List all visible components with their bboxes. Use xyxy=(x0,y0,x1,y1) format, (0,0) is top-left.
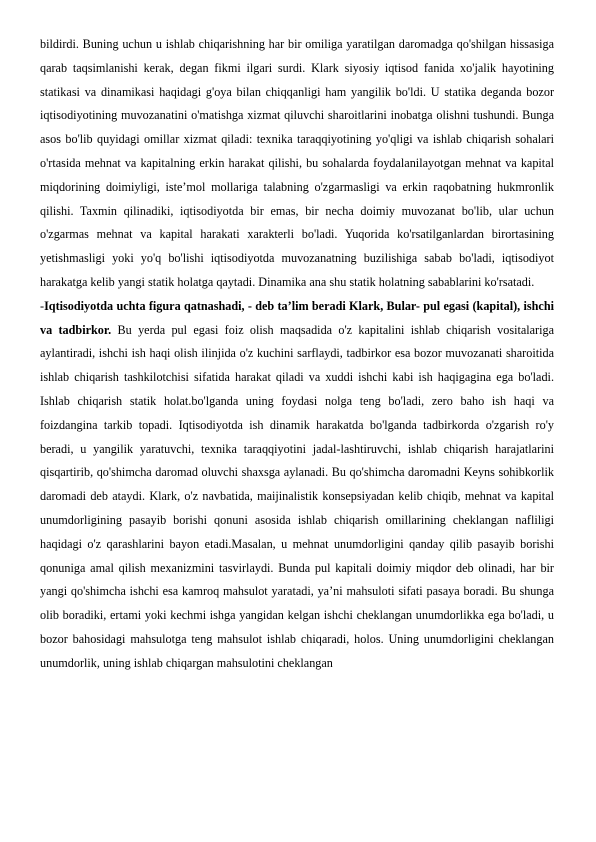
paragraph-text: bildirdi. Buning uchun u ishlab chiqarishning har bir omiliga yaratilgan daromadga qo'shilgan hissasiga qarab taqsimlanishi kerak, degan fikmi ilgari surdi. Klark siyosiy iqtisod fanida xo'jalik hayotining statikasi va dinamikasi haqidagi g'oya bilan chiqqanligi ham yangilik bo'ldi. U statika deganda bozor iqtisodiyotining muvozanatini o'matishga xizmat qiluvchi sharoitlarini inobatga olishni tushundi. Bunga asos bo'lib quyidagi omillar xizmat qiladi: texnika taraqqiyotining yo'qligi va ishlab chiqarish sohalari o'rtasida mehnat va kapitalning erkin harakat qilishi, bu sohalarda foydalanilayotgan mehnat va kapital miqdorining doimiyligi, iste’mol mollariga talabning o'zgarmasligi va erkin raqobatning hukmronlik qilishi. Taxmin qilinadiki, iqtisodiyotda bir emas, bir necha doimiy muvozanat bo'lib, ular uchun o'zgarmas mehnat va kapital harakati xarakterli bo'ladi. Yuqorida ko'rsatilganlardan birortasining yetishmasligi yoki yo'q bo'lishi iqtisodiyotda muvozanatning buzilishiga sabab bo'ladi, iqtisodiyot harakatga kelib yangi statik holatga qaytadi. Dinamika ana shu statik holatning sabablarini ko'rsatadi. xyxy=(40,37,554,289)
paragraph-text: Bu yerda pul egasi foiz olish maqsadida o'z kapitalini ishlab chiqarish vositalariga aylantiradi, ishchi ish haqi olish ilinjida o'z kuchini sarflaydi, tadbirkor esa bozor muvozanati sharoitida ishlab chiqarish tashkilotchisi sifatida harakat qiladi va xuddi ishchi kabi ish haqigagina ega bo'ladi. Ishlab chiqarish statik holat.bo'lganda uning foydasi nolga teng bo'ladi, zero baho ish haqi va foizdangina tarkib topadi. Iqtisodiyotda ish dinamik harakatda bo'lganda tadbirkorda o'zgarish ro'y beradi, u yangilik yaratuvchi, texnika taraqqiyotini jadal-lashtiruvchi, ishlab chiqarish harajatlarini qisqartirib, qo'shimcha daromad oluvchi shaxsga aylanadi. Bu qo'shimcha daromadni Keyns sohibkorlik daromadi deb ataydi. Klark, o'z navbatida, maijinalistik konsepsiyadan kelib chiqib, mehnat va kapital unumdorligining pasayib borishi qonuni asosida ishlab chiqarish omillarining cheklangan nafliligi haqidagi o'z qarashlarini bayon etadi.Masalan, u mehnat unumdorligini qanday qilib pasayib borishi qonuniga amal qilish mexanizmini tasvirlaydi. Bunda pul kapitali doimiy miqdor deb olinadi, har bir yangi qo'shimcha ishchi esa kamroq mahsulot yaratadi, ya’ni mahsuloti sifati pasaya boradi. Bu shunga olib boradiki, ertami yoki kechmi ishga yangidan kelgan ishchi cheklangan unumdorlikka ega bo'ladi, u bozor bahosidagi mahsulotga teng mahsulot ishlab chiqaradi, holos. Uning unumdorligini cheklangan unumdorlik, uning ishlab chiqargan mahsulotini cheklangan xyxy=(40,322,554,670)
paragraph-three-figures xyxy=(40,295,554,676)
paragraph-bold-heading: Iqtisodiyotda uchta figura qatnashadi, - deb ta’lim beradi Klark, Bular- pul egasi (kapital), ishchi va tadbirkor. xyxy=(40,298,554,337)
document-page xyxy=(40,33,554,676)
paragraph-lead-dash: - xyxy=(40,298,45,313)
paragraph-statics-dynamics xyxy=(40,33,554,295)
